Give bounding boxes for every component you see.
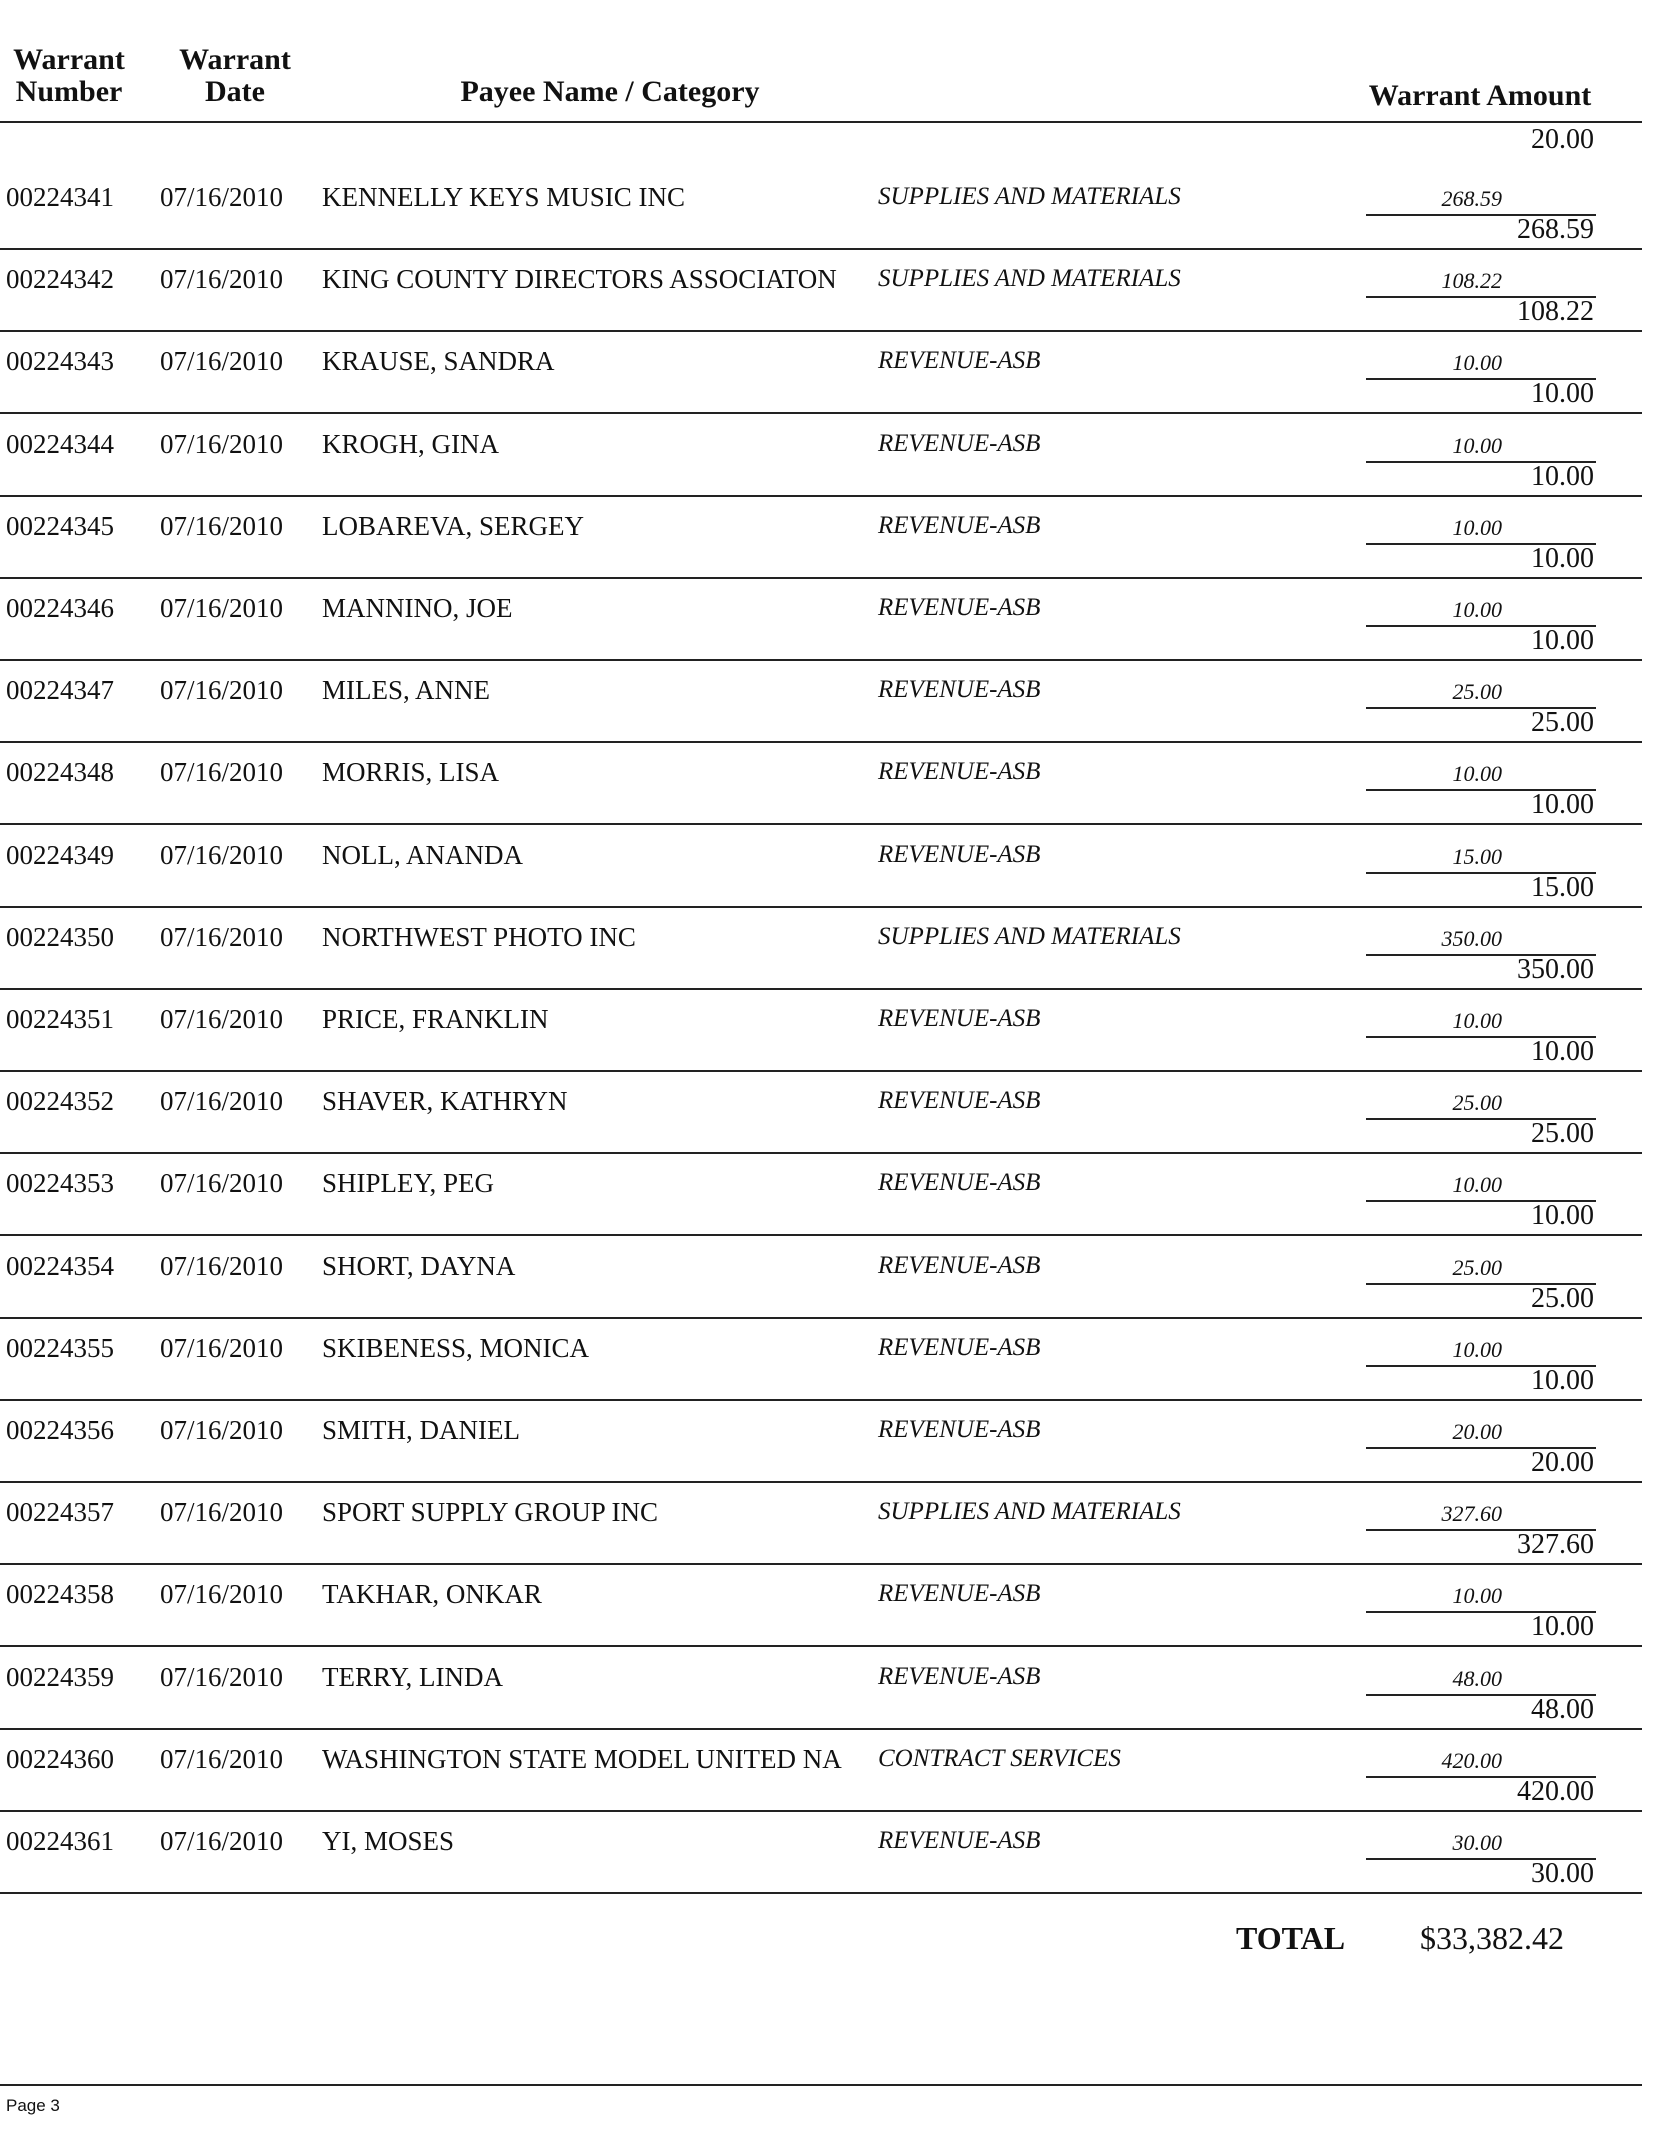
warrant-number: 00224341 xyxy=(6,182,114,212)
subtotal-value: 30.00 xyxy=(1452,1830,1502,1855)
payee-category: REVENUE-ASB xyxy=(878,1169,1041,1197)
warrant-number: 00224354 xyxy=(6,1250,114,1281)
line-subtotal xyxy=(1366,182,1596,216)
payee-category: SUPPLIES AND MATERIALS xyxy=(878,265,1181,293)
warrant-date: 07/16/2010 xyxy=(160,428,284,459)
payee-name: SKIBENESS, MONICA xyxy=(322,1332,590,1363)
warrant-amount: 327.60 xyxy=(1517,1529,1594,1561)
subtotal-value: 10.00 xyxy=(1452,761,1502,787)
subtotal-value: 10.00 xyxy=(1452,514,1502,540)
warrant-amount: 10.00 xyxy=(1531,1200,1594,1232)
footer-divider xyxy=(0,2084,1642,2086)
table-row xyxy=(0,250,1642,332)
payee-category: SUPPLIES AND MATERIALS xyxy=(878,183,1181,210)
payee-name: KRAUSE, SANDRA xyxy=(322,346,555,377)
header-warrant-number: Warrant Number xyxy=(13,43,125,108)
warrant-amount: 10.00 xyxy=(1531,378,1594,410)
warrant-date: 07/16/2010 xyxy=(160,921,284,952)
warrant-amount: 20.00 xyxy=(1531,1447,1594,1478)
subtotal-value: 20.00 xyxy=(1452,1419,1502,1444)
payee-name: SHIPLEY, PEG xyxy=(322,1168,495,1199)
warrant-date: 07/16/2010 xyxy=(160,1826,284,1856)
line-subtotal xyxy=(1366,1251,1596,1285)
table-row xyxy=(0,497,1642,579)
total-label: TOTAL xyxy=(1236,1920,1346,1956)
subtotal-value: 10.00 xyxy=(1452,1172,1502,1198)
warrant-date: 07/16/2010 xyxy=(160,346,284,377)
subtotal-value: 25.00 xyxy=(1452,1090,1502,1116)
subtotal-value: 25.00 xyxy=(1452,1254,1502,1280)
warrant-amount: 420.00 xyxy=(1517,1775,1594,1807)
warrant-date: 07/16/2010 xyxy=(160,1497,284,1528)
warrant-date: 07/16/2010 xyxy=(160,1743,284,1774)
payee-category: REVENUE-ASB xyxy=(878,758,1041,786)
warrant-amount: 10.00 xyxy=(1531,789,1594,821)
subtotal-value: 327.60 xyxy=(1441,1501,1502,1527)
payee-name: SHAVER, KATHRYN xyxy=(322,1086,568,1117)
payee-category: REVENUE-ASB xyxy=(878,1662,1041,1690)
payee-name: WASHINGTON STATE MODEL UNITED NA xyxy=(322,1743,842,1774)
line-subtotal xyxy=(1366,675,1596,709)
payee-category: REVENUE-ASB xyxy=(878,840,1041,868)
table-row xyxy=(0,990,1642,1072)
warrant-number: 00224357 xyxy=(6,1497,114,1528)
subtotal-value: 108.22 xyxy=(1441,268,1502,294)
warrant-date: 07/16/2010 xyxy=(160,1661,284,1692)
table-row xyxy=(0,1072,1642,1154)
warrant-number: 00224344 xyxy=(6,428,114,459)
payee-category: REVENUE-ASB xyxy=(878,676,1041,704)
total-value: $33,382.42 xyxy=(1420,1920,1564,1956)
page-number: Page 3 xyxy=(6,2096,60,2115)
payee-category: REVENUE-ASB xyxy=(878,1827,1041,1854)
warrant-number: 00224343 xyxy=(6,346,114,377)
carry-over-amount: 20.00 xyxy=(1531,124,1594,155)
warrant-amount: 108.22 xyxy=(1517,296,1594,328)
subtotal-value: 10.00 xyxy=(1452,432,1502,458)
warrant-number: 00224360 xyxy=(6,1743,114,1774)
warrant-number: 00224358 xyxy=(6,1579,114,1610)
payee-name: SPORT SUPPLY GROUP INC xyxy=(322,1497,659,1528)
line-subtotal xyxy=(1366,1579,1596,1613)
warrant-amount: 268.59 xyxy=(1517,214,1594,245)
warrant-number: 00224356 xyxy=(6,1415,114,1445)
payee-category: SUPPLIES AND MATERIALS xyxy=(878,1498,1181,1526)
payee-name: TERRY, LINDA xyxy=(322,1661,504,1692)
warrant-number: 00224359 xyxy=(6,1661,114,1692)
table-row xyxy=(0,1812,1642,1894)
header-payee-category: Payee Name / Category xyxy=(460,75,760,108)
warrant-number: 00224342 xyxy=(6,264,114,295)
line-subtotal xyxy=(1366,511,1596,545)
warrant-date: 07/16/2010 xyxy=(160,1415,284,1445)
warrant-number: 00224345 xyxy=(6,510,114,541)
header-divider xyxy=(0,121,1642,123)
table-row xyxy=(0,415,1642,497)
warrant-amount: 10.00 xyxy=(1531,1611,1594,1643)
subtotal-value: 268.59 xyxy=(1441,186,1502,211)
warrant-amount: 25.00 xyxy=(1531,1118,1594,1150)
warrant-amount: 15.00 xyxy=(1531,871,1594,903)
table-row xyxy=(0,1319,1642,1401)
warrant-date: 07/16/2010 xyxy=(160,1579,284,1610)
line-subtotal xyxy=(1366,922,1596,956)
line-subtotal xyxy=(1366,264,1596,298)
line-subtotal xyxy=(1366,840,1596,874)
table-row xyxy=(0,1237,1642,1319)
payee-category: REVENUE-ASB xyxy=(878,511,1041,539)
payee-category: REVENUE-ASB xyxy=(878,1333,1041,1361)
warrant-date: 07/16/2010 xyxy=(160,1004,284,1034)
payee-name: YI, MOSES xyxy=(322,1826,455,1856)
line-subtotal xyxy=(1366,1333,1596,1367)
payee-category: SUPPLIES AND MATERIALS xyxy=(878,922,1181,950)
table-row xyxy=(0,826,1642,908)
line-subtotal xyxy=(1366,757,1596,791)
table-row xyxy=(0,1648,1642,1730)
warrant-number: 00224346 xyxy=(6,593,114,623)
line-subtotal xyxy=(1366,1497,1596,1531)
warrant-number: 00224348 xyxy=(6,757,114,788)
payee-name: TAKHAR, ONKAR xyxy=(322,1579,542,1610)
table-row xyxy=(0,1565,1642,1647)
subtotal-value: 10.00 xyxy=(1452,1336,1502,1362)
payee-category: REVENUE-ASB xyxy=(878,1005,1041,1032)
warrant-date: 07/16/2010 xyxy=(160,1332,284,1363)
subtotal-value: 48.00 xyxy=(1452,1665,1502,1691)
table-row xyxy=(0,908,1642,990)
warrant-date: 07/16/2010 xyxy=(160,593,284,623)
payee-name: SMITH, DANIEL xyxy=(322,1415,520,1445)
line-subtotal xyxy=(1366,1168,1596,1202)
warrant-number: 00224355 xyxy=(6,1332,114,1363)
table-row xyxy=(0,1401,1642,1483)
line-subtotal xyxy=(1366,1415,1596,1449)
warrant-amount: 25.00 xyxy=(1531,1282,1594,1314)
payee-category: REVENUE-ASB xyxy=(878,429,1041,457)
table-row xyxy=(0,1730,1642,1812)
warrant-date: 07/16/2010 xyxy=(160,839,284,870)
warrant-date: 07/16/2010 xyxy=(160,675,284,706)
warrant-number: 00224350 xyxy=(6,921,114,952)
subtotal-value: 10.00 xyxy=(1452,597,1502,622)
table-row xyxy=(0,332,1642,414)
warrant-number: 00224349 xyxy=(6,839,114,870)
payee-name: NOLL, ANANDA xyxy=(322,839,523,870)
header-warrant-date: Warrant Date xyxy=(179,43,291,108)
payee-name: KENNELLY KEYS MUSIC INC xyxy=(322,182,686,212)
line-subtotal xyxy=(1366,1004,1596,1038)
warrant-date: 07/16/2010 xyxy=(160,757,284,788)
warrant-number: 00224352 xyxy=(6,1086,114,1117)
header-warrant-amount: Warrant Amount xyxy=(1368,79,1592,112)
warrant-amount: 25.00 xyxy=(1531,707,1594,739)
subtotal-value: 10.00 xyxy=(1452,1008,1502,1033)
warrant-date: 07/16/2010 xyxy=(160,182,284,212)
payee-name: MANNINO, JOE xyxy=(322,593,513,623)
line-subtotal xyxy=(1366,1086,1596,1120)
warrant-date: 07/16/2010 xyxy=(160,1168,284,1199)
subtotal-value: 350.00 xyxy=(1441,925,1502,951)
subtotal-value: 15.00 xyxy=(1452,843,1502,869)
payee-name: KING COUNTY DIRECTORS ASSOCIATON xyxy=(322,264,837,295)
warrant-date: 07/16/2010 xyxy=(160,1250,284,1281)
payee-name: NORTHWEST PHOTO INC xyxy=(322,921,636,952)
warrant-amount: 48.00 xyxy=(1531,1693,1594,1725)
table-row xyxy=(0,743,1642,825)
warrant-amount: 350.00 xyxy=(1517,953,1594,985)
warrant-amount: 10.00 xyxy=(1531,460,1594,492)
warrant-amount: 10.00 xyxy=(1531,625,1594,656)
warrant-number: 00224347 xyxy=(6,675,114,706)
line-subtotal xyxy=(1366,346,1596,380)
payee-name: MORRIS, LISA xyxy=(322,757,500,788)
warrant-amount: 10.00 xyxy=(1531,1364,1594,1396)
payee-name: KROGH, GINA xyxy=(322,428,499,459)
payee-category: REVENUE-ASB xyxy=(878,347,1041,375)
payee-category: CONTRACT SERVICES xyxy=(878,1744,1121,1772)
payee-category: REVENUE-ASB xyxy=(878,1251,1041,1279)
line-subtotal xyxy=(1366,1744,1596,1778)
payee-category: REVENUE-ASB xyxy=(878,1087,1041,1115)
table-row xyxy=(0,1483,1642,1565)
table-row xyxy=(0,661,1642,743)
subtotal-value: 25.00 xyxy=(1452,679,1502,705)
table-row xyxy=(0,168,1642,250)
table-row xyxy=(0,579,1642,661)
line-subtotal xyxy=(1366,593,1596,627)
line-subtotal xyxy=(1366,429,1596,463)
payee-category: REVENUE-ASB xyxy=(878,594,1041,621)
warrant-date: 07/16/2010 xyxy=(160,264,284,295)
subtotal-value: 10.00 xyxy=(1452,350,1502,376)
payee-name: MILES, ANNE xyxy=(322,675,490,706)
warrant-date: 07/16/2010 xyxy=(160,510,284,541)
line-subtotal xyxy=(1366,1662,1596,1696)
warrant-number: 00224353 xyxy=(6,1168,114,1199)
payee-name: SHORT, DAYNA xyxy=(322,1250,516,1281)
warrant-amount: 10.00 xyxy=(1531,1036,1594,1067)
warrant-amount: 10.00 xyxy=(1531,542,1594,574)
line-subtotal xyxy=(1366,1826,1596,1860)
table-row xyxy=(0,1154,1642,1236)
warrant-number: 00224351 xyxy=(6,1004,114,1034)
payee-name: LOBAREVA, SERGEY xyxy=(322,510,585,541)
warrant-amount: 30.00 xyxy=(1531,1858,1594,1889)
subtotal-value: 420.00 xyxy=(1441,1747,1502,1773)
warrant-number: 00224361 xyxy=(6,1826,114,1856)
payee-category: REVENUE-ASB xyxy=(878,1580,1041,1608)
payee-name: PRICE, FRANKLIN xyxy=(322,1004,549,1034)
subtotal-value: 10.00 xyxy=(1452,1583,1502,1609)
payee-category: REVENUE-ASB xyxy=(878,1416,1041,1443)
warrant-date: 07/16/2010 xyxy=(160,1086,284,1117)
